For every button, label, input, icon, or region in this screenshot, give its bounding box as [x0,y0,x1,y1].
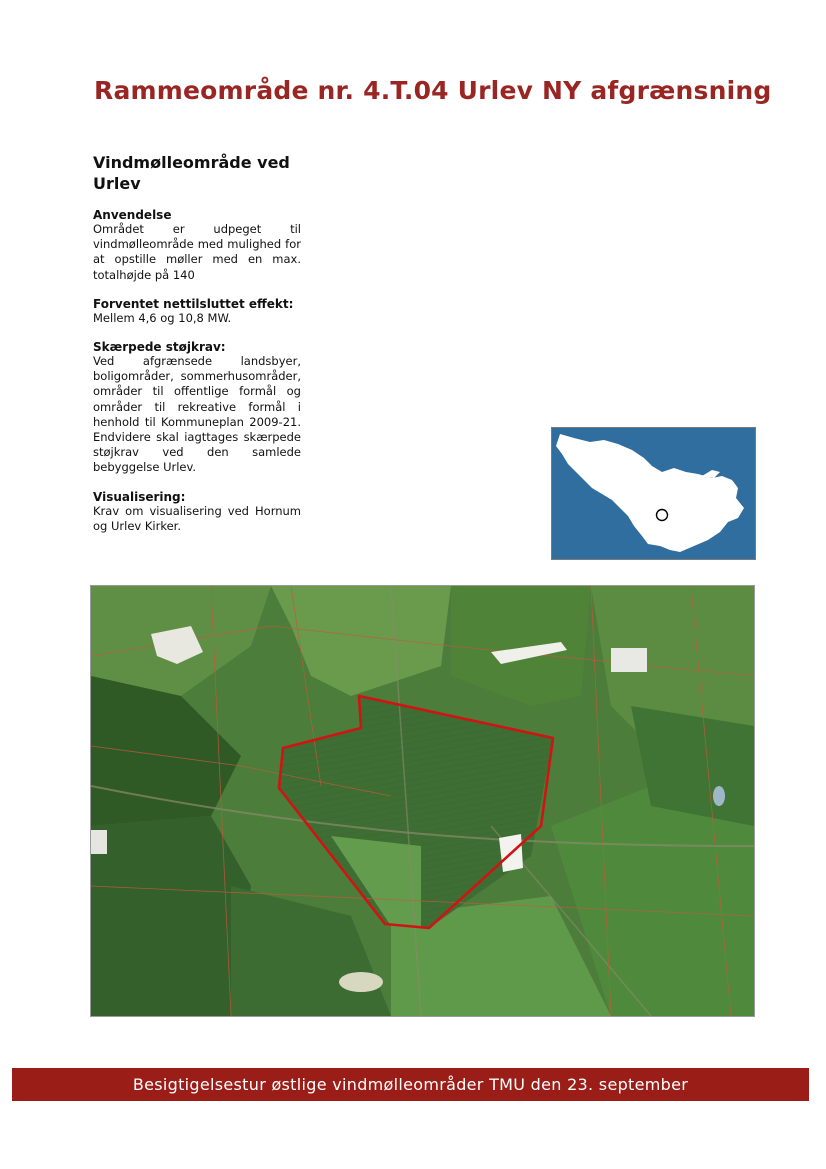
section-text: Mellem 4,6 og 10,8 MW. [93,310,232,325]
section-heading: Forventet nettilsluttet effekt: [93,296,294,311]
section-text: Området er udpeget til vindmølleområde med mulighed for at opstille møller med en max. totalhøjde på 140 [93,222,301,282]
farm-building [611,648,647,672]
field-patch [339,972,383,992]
aerial-photo-map [90,585,755,1017]
section-effekt [93,297,301,326]
section-anvendelse [93,208,301,283]
locator-map [551,427,756,560]
area-subtitle: Vindmølleområde ved Urlev [93,153,290,193]
municipality-outline-map [552,428,755,559]
footer-banner: Besigtigelsestur østlige vindmølleområder TMU den 23. september [12,1068,809,1101]
municipality-land [556,434,744,552]
section-heading: Anvendelse [93,208,172,222]
aerial-photo-svg [91,586,754,1016]
farm-building [91,830,107,854]
pond [713,786,725,806]
description-column [93,152,301,548]
section-visualisering [93,490,301,534]
section-text: Ved afgrænsede landsbyer, boligområder, sommerhusområder, områder til offentlige formål og områder til rekreative formål i henhold til Kommuneplan 2009-21. Endvidere skal iagttages skærpede støjkrav ved den samlede bebyggelse Urlev. [93,354,301,475]
forest [91,816,251,1016]
section-heading: Visualisering: [93,489,186,504]
location-marker-icon [657,510,668,521]
section-heading: Skærpede støjkrav: [93,340,226,355]
section-stoejkrav [93,340,301,476]
section-text: Krav om visualisering ved Hornum og Urlev Kirker. [93,503,301,533]
page-title: Rammeområde nr. 4.T.04 Urlev NY afgrænsning [94,76,772,105]
